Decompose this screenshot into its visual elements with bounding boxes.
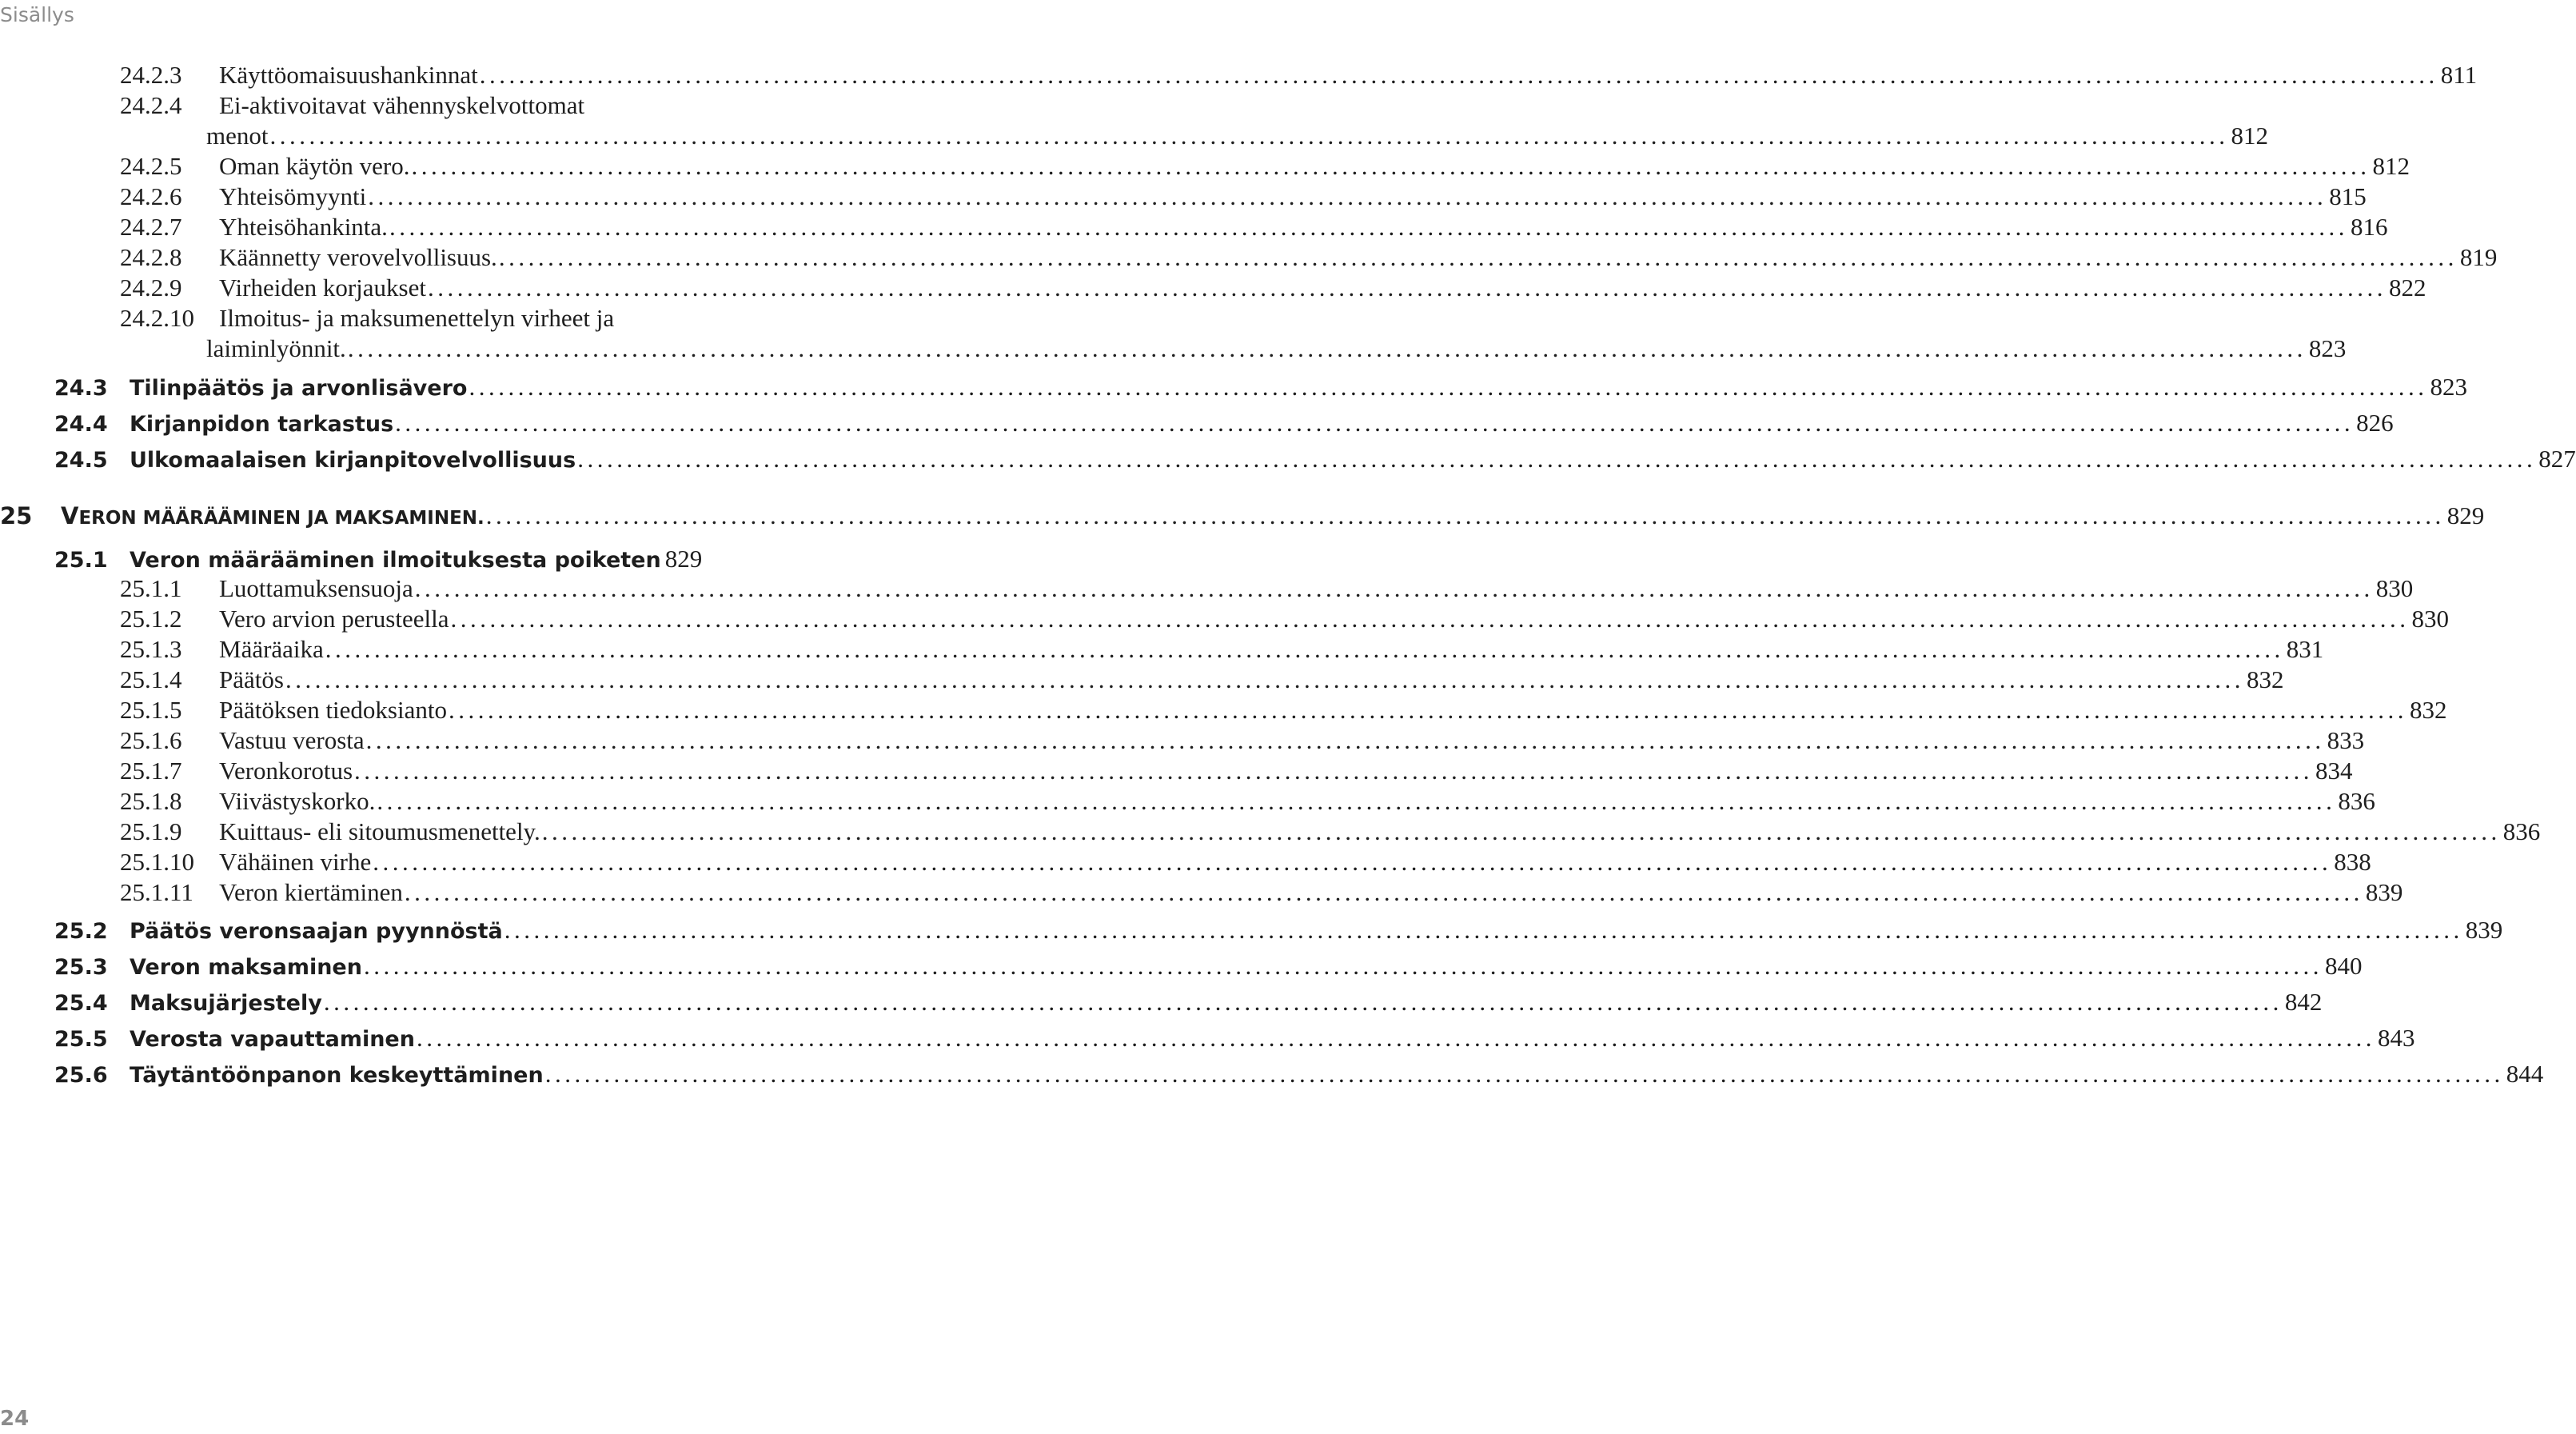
toc-entry-page: 839	[2465, 916, 2503, 944]
dot-leader: ........................................................................................................................................................................................................	[377, 787, 2336, 815]
toc-entry-page: 816	[2350, 213, 2388, 241]
toc-entry-page: 833	[2327, 726, 2365, 754]
toc-entry-page: 844	[2506, 1060, 2544, 1088]
toc-entry-title-cont: menot	[206, 122, 269, 150]
toc-entry[interactable]	[120, 726, 2365, 755]
dot-leader: ........................................................................................................................................................................................................	[347, 334, 2307, 362]
toc-entry-title: Käännetty verovelvollisuus.	[219, 243, 497, 271]
toc-entry-page: 822	[2388, 274, 2426, 302]
toc-entry-title: Vähäinen virhe	[219, 848, 372, 876]
dot-leader: ........................................................................................................................................................................................................	[363, 952, 2323, 980]
toc-entry-number: 25.4	[54, 991, 108, 1016]
toc-entry-number: 25.1.1	[120, 574, 182, 602]
toc-entry-number: 25.1.10	[120, 848, 194, 876]
dot-leader: ........................................................................................................................................................................................................	[544, 1060, 2504, 1088]
toc-entry-title: Päätös	[219, 665, 284, 693]
toc-entry[interactable]	[120, 817, 2541, 846]
toc-entry-title: Veron maksaminen	[130, 955, 362, 980]
dot-leader: ........................................................................................................................................................................................................	[365, 726, 2325, 754]
toc-entry-page: 826	[2356, 409, 2394, 437]
toc-entry-title: Ilmoitus- ja maksumenettelyn virheet ja	[219, 304, 615, 332]
dot-leader: ........................................................................................................................................................................................................	[269, 122, 2229, 150]
toc-entry-title: Ulkomaalaisen kirjanpitovelvollisuus	[130, 448, 576, 473]
dot-leader: ........................................................................................................................................................................................................	[469, 373, 2428, 401]
toc-entry-number: 25.1	[54, 548, 108, 573]
toc-entry-page: 829	[664, 545, 703, 573]
toc-entry-page: 836	[2502, 817, 2541, 845]
toc-entry-number: 25.1.8	[120, 787, 182, 815]
toc-entry-title: Päätöksen tiedoksianto	[219, 696, 447, 724]
toc-entry-title: Vastuu verosta	[219, 726, 365, 754]
toc-entry-number: 24.2.4	[120, 91, 182, 119]
dot-leader: ........................................................................................................................................................................................................	[427, 274, 2387, 302]
toc-entry[interactable]	[54, 409, 2394, 437]
toc-entry-number: 25.2	[54, 919, 108, 944]
toc-entry-title: Vero arvion perusteella	[219, 605, 449, 633]
toc-entry[interactable]	[54, 916, 2503, 945]
toc-entry-page: 812	[2231, 122, 2268, 150]
toc-entry[interactable]	[120, 696, 2447, 725]
toc-entry-title-cont: laiminlyönnit.	[206, 334, 346, 362]
toc-entry-number: 24.2.10	[120, 304, 194, 332]
toc-entry[interactable]	[120, 152, 2410, 181]
toc-entry-title: Täytäntöönpanon keskeyttäminen	[130, 1063, 544, 1088]
toc-entry-title: Verosta vapauttaminen	[130, 1027, 415, 1052]
toc-entry-title: Oman käytön vero.	[219, 152, 410, 180]
toc-entry[interactable]	[120, 274, 2426, 302]
toc-entry-number: 25.5	[54, 1027, 108, 1052]
toc-entry[interactable]	[120, 304, 692, 333]
toc-entry-page: 811	[2440, 61, 2478, 89]
toc-entry-page: 832	[2409, 696, 2447, 724]
toc-chapter-title	[61, 502, 484, 529]
toc-entry[interactable]	[120, 635, 2324, 664]
chapter-title-initial: V	[61, 502, 79, 529]
toc-entry-number: 24.3	[54, 376, 108, 401]
toc-entry-number: 24.4	[54, 412, 108, 437]
toc-entry-page: 834	[2315, 757, 2353, 785]
dot-leader: ........................................................................................................................................................................................................	[325, 635, 2284, 663]
dot-leader: ........................................................................................................................................................................................................	[479, 61, 2438, 89]
toc-entry-title: Veron määrääminen ilmoituksesta poiketen	[130, 548, 661, 573]
toc-entry[interactable]	[120, 787, 2375, 816]
toc-entry-page: 842	[2284, 988, 2323, 1016]
toc-entry-page: 819	[2459, 243, 2498, 271]
toc-entry-title: Tilinpäätös ja arvonlisävero	[130, 376, 468, 401]
toc-entry-title: Luottamuksensuoja	[219, 574, 413, 602]
toc-entry[interactable]	[54, 1060, 2544, 1088]
dot-leader: ........................................................................................................................................................................................................	[395, 409, 2355, 437]
dot-leader: ........................................................................................................................................................................................................	[323, 988, 2283, 1016]
toc-entry-number: 24.2.6	[120, 182, 182, 210]
dot-leader: ........................................................................................................................................................................................................	[373, 848, 2332, 876]
dot-leader: ........................................................................................................................................................................................................	[416, 1024, 2375, 1052]
toc-entry-page: 823	[2308, 334, 2347, 362]
toc-entry-page: 831	[2286, 635, 2324, 663]
dot-leader: ........................................................................................................................................................................................................	[541, 817, 2501, 845]
toc-entry-number: 24.2.8	[120, 243, 182, 271]
toc-entry-title: Määräaika	[219, 635, 324, 663]
toc-entry-page: 829	[2446, 501, 2485, 529]
toc-entry[interactable]	[120, 848, 2371, 877]
toc-entry[interactable]	[120, 243, 2498, 272]
toc-entry[interactable]	[54, 952, 2363, 981]
toc-entry-title: Ei-aktivoitavat vähennyskelvottomat	[219, 91, 585, 119]
toc-entry-number: 25.1.11	[120, 878, 193, 906]
toc-entry-title: Veron kiertäminen	[219, 878, 403, 906]
toc-entry[interactable]	[120, 574, 2414, 603]
toc-entry-title: Yhteisöhankinta.	[219, 213, 388, 241]
toc-entry[interactable]	[120, 182, 2367, 211]
toc-entry-title: Virheiden korjaukset	[219, 274, 426, 302]
dot-leader: ........................................................................................................................................................................................................	[448, 696, 2407, 724]
toc-entry-title: Viivästyskorko.	[219, 787, 376, 815]
toc-entry[interactable]	[54, 373, 2467, 401]
toc-entry-page: 832	[2246, 665, 2284, 693]
dot-leader: ........................................................................................................................................................................................................	[285, 665, 2244, 693]
toc-entry-title: Päätös veronsaajan pyynnöstä	[130, 919, 503, 944]
page-number: 24	[0, 1407, 30, 1431]
toc-entry-title: Veronkorotus	[219, 757, 353, 785]
toc-entry-page: 843	[2377, 1024, 2415, 1052]
dot-leader: ........................................................................................................................................................................................................	[354, 757, 2314, 785]
toc-entry-number: 24.2.7	[120, 213, 182, 241]
dot-leader: ........................................................................................................................................................................................................	[404, 878, 2363, 906]
toc-chapter-number: 25	[0, 502, 33, 529]
running-header: Sisällys	[0, 3, 74, 26]
toc-entry-continuation[interactable]	[206, 334, 2347, 363]
toc-entry[interactable]	[120, 665, 2284, 694]
toc-entry-title: Kirjanpidon tarkastus	[130, 412, 394, 437]
toc-entry-page: 830	[2411, 605, 2449, 633]
toc-entry-title: Maksujärjestely	[130, 991, 322, 1016]
toc-entry-title: Kuittaus- eli sitoumusmenettely.	[219, 817, 540, 845]
toc-entry[interactable]	[54, 545, 703, 573]
dot-leader: ........................................................................................................................................................................................................	[450, 605, 2410, 633]
toc-entry-number: 25.1.6	[120, 726, 182, 754]
dot-leader: ........................................................................................................................................................................................................	[411, 152, 2371, 180]
dot-leader: ........................................................................................................................................................................................................	[368, 182, 2327, 210]
toc-entry-page: 839	[2365, 878, 2403, 906]
toc-entry-page: 823	[2430, 373, 2467, 401]
toc-entry-number: 24.2.5	[120, 152, 182, 180]
toc-entry-page: 815	[2329, 182, 2367, 210]
dot-leader: ........................................................................................................................................................................................................	[504, 916, 2463, 944]
dot-leader: ........................................................................................................................................................................................................	[485, 501, 2445, 529]
toc-entry-continuation[interactable]	[206, 122, 2268, 150]
toc-entry[interactable]	[120, 213, 2388, 242]
toc-entry-number: 25.1.5	[120, 696, 182, 724]
toc-entry[interactable]	[54, 988, 2323, 1017]
toc-entry-number: 25.1.4	[120, 665, 182, 693]
toc-entry-page: 840	[2324, 952, 2363, 980]
toc-entry-number: 24.2.9	[120, 274, 182, 302]
toc-entry[interactable]	[120, 91, 692, 120]
toc-entry-number: 25.1.3	[120, 635, 182, 663]
toc-entry-page: 838	[2334, 848, 2371, 876]
toc-chapter-entry[interactable]	[0, 501, 2485, 530]
toc-entry-page: 830	[2375, 574, 2414, 602]
toc-entry-number: 25.3	[54, 955, 108, 980]
toc-entry[interactable]	[120, 757, 2353, 785]
toc-entry-number: 25.6	[54, 1063, 108, 1088]
toc-entry-number: 25.1.7	[120, 757, 182, 785]
toc-entry-number: 25.1.9	[120, 817, 182, 845]
toc-entry-page: 827	[2538, 445, 2576, 473]
toc-entry[interactable]	[120, 878, 2403, 907]
dot-leader: ........................................................................................................................................................................................................	[414, 574, 2374, 602]
toc-entry[interactable]	[120, 605, 2449, 633]
toc-entry[interactable]	[54, 1024, 2415, 1053]
toc-entry-number: 25.1.2	[120, 605, 182, 633]
dot-leader: ........................................................................................................................................................................................................	[498, 243, 2458, 271]
toc-entry-page: 836	[2338, 787, 2375, 815]
toc-entry-number: 24.5	[54, 448, 108, 473]
toc-entry-title: Yhteisömyynti	[219, 182, 367, 210]
chapter-title-rest: ERON MÄÄRÄÄMINEN JA MAKSAMINEN.	[78, 508, 484, 529]
dot-leader: ........................................................................................................................................................................................................	[389, 213, 2348, 241]
toc-entry-page: 812	[2372, 152, 2410, 180]
toc-entry[interactable]	[120, 61, 2478, 90]
toc-entry[interactable]	[54, 445, 2576, 473]
toc-entry-number: 24.2.3	[120, 61, 182, 89]
dot-leader: ........................................................................................................................................................................................................	[577, 445, 2537, 473]
toc-entry-title: Käyttöomaisuushankinnat	[219, 61, 478, 89]
